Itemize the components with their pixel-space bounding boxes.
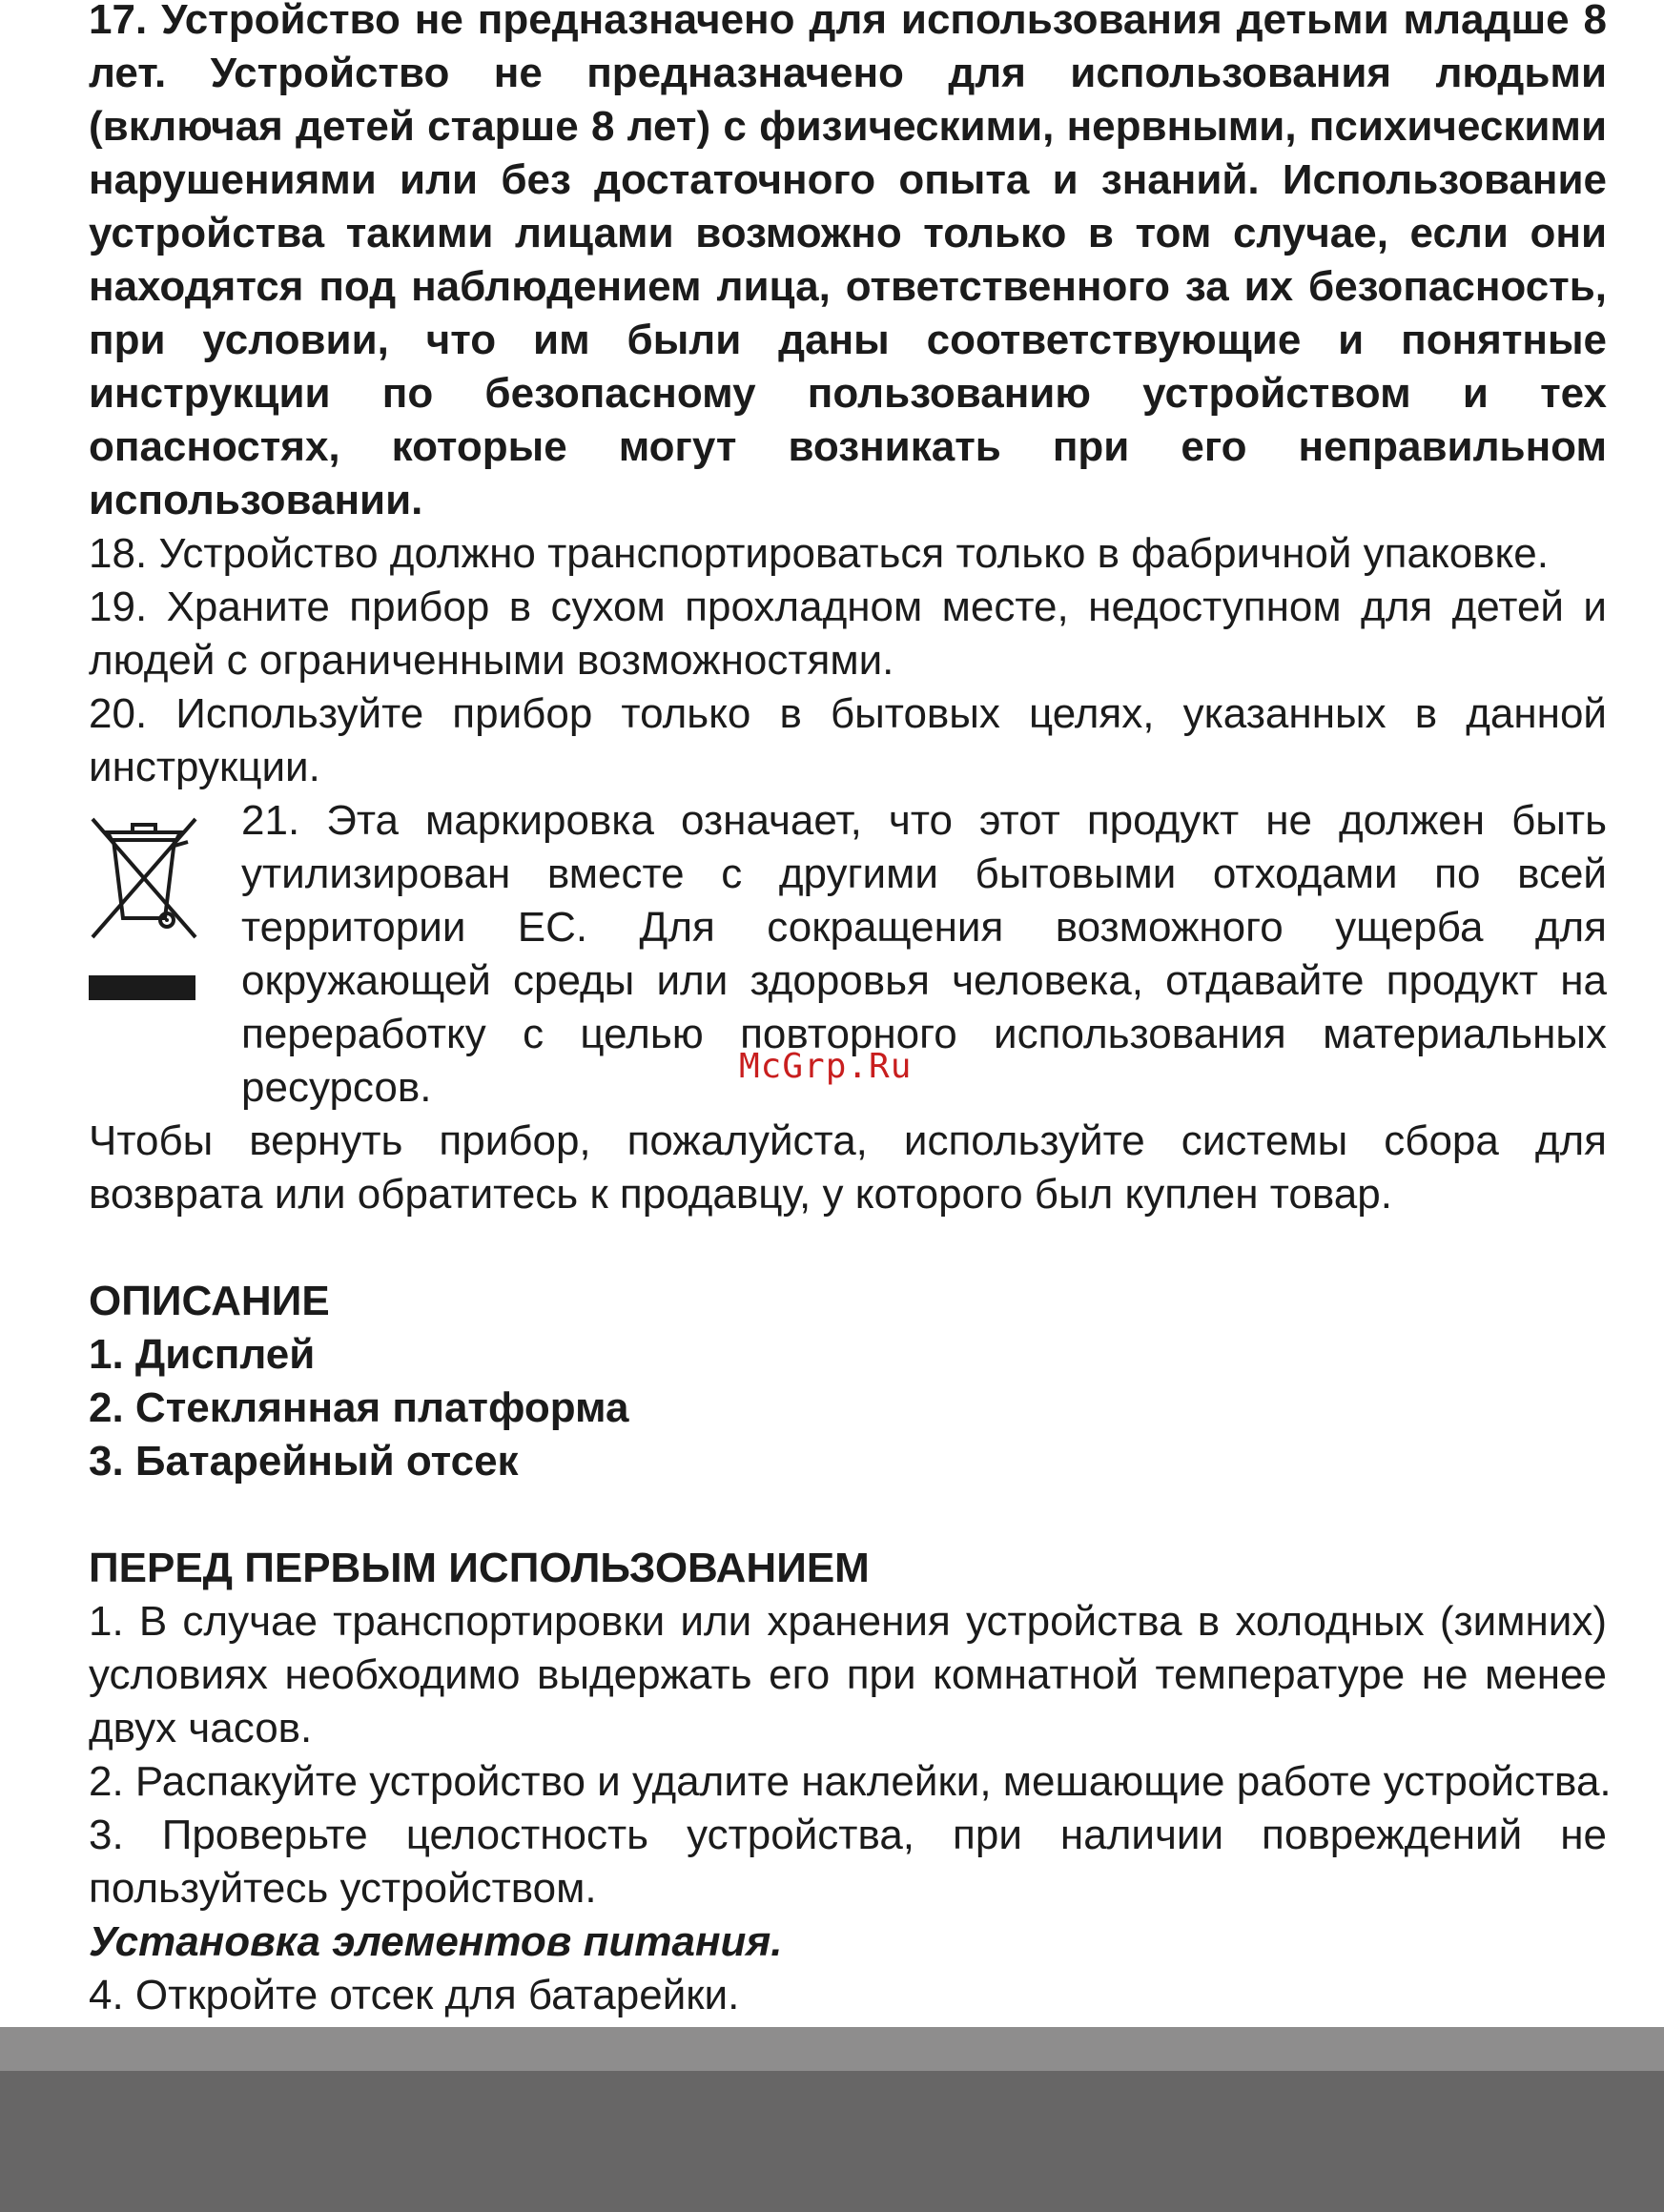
- manual-page: [89, 0, 1612, 2076]
- footer-band-light: [0, 2027, 1664, 2071]
- crossed-out-wheelie-bin-icon: [89, 811, 199, 1002]
- footer-band-dark: [0, 2071, 1664, 2212]
- safety-item-17: 17. Устройство не предназначено для использования детьми младше 8 лет. Устройство не предназначено для использования людьми (включая детей старше 8 лет) с физическими, нервными, психическими нарушениями или без достаточного опыта и знаний. Использование устройства такими лицами возможно только в том случае, если они находятся под наблюдением лица, ответственного за их безопасность, при условии, что им были даны соответствующие и понятные инструкции по безопасному пользованию устройством и тех опасностях, которые могут возникать при его неправильном использовании.: [89, 0, 1607, 523]
- safety-item-21: 21. Эта маркировка означает, что этот продукт не должен быть утилизирован вместе с другими бытовыми отходами по всей территории ЕС. Для сокращения возможного ущерба для окружающей среды или здоровья человека, отдавайте продукт на переработку с целью повторного использования материальных ресурсов.: [241, 797, 1607, 1111]
- before-use-step-2: 2. Распакуйте устройство и удалите наклейки, мешающие работе устройства.: [89, 1758, 1612, 1805]
- battery-install-subheading: Установка элементов питания.: [89, 1918, 783, 1965]
- before-use-step-4: 4. Откройте отсек для батарейки.: [89, 1972, 740, 2018]
- description-item-battery-compartment: 3. Батарейный отсек: [89, 1438, 519, 1485]
- description-item-display: 1. Дисплей: [89, 1331, 316, 1378]
- safety-item-19: 19. Храните прибор в сухом прохладном месте, недоступном для детей и людей с ограниченными возможностями.: [89, 584, 1607, 684]
- description-item-glass-platform: 2. Стеклянная платформа: [89, 1384, 629, 1431]
- return-note: Чтобы вернуть прибор, пожалуйста, используйте системы сбора для возврата или обратитесь к продавцу, у которого был куплен товар.: [89, 1117, 1607, 1218]
- before-use-heading: ПЕРЕД ПЕРВЫМ ИСПОЛЬЗОВАНИЕМ: [89, 1545, 870, 1591]
- before-use-step-1: 1. В случае транспортировки или хранения устройства в холодных (зимних) условиях необходимо выдержать его при комнатной температуре не менее двух часов.: [89, 1598, 1607, 1751]
- safety-item-20: 20. Используйте прибор только в бытовых целях, указанных в данной инструкции.: [89, 690, 1607, 790]
- before-use-step-3: 3. Проверьте целостность устройства, при наличии повреждений не пользуйтесь устройством.: [89, 1812, 1607, 1912]
- spacer: [89, 1488, 1607, 1542]
- description-heading: ОПИСАНИЕ: [89, 1278, 330, 1324]
- watermark: McGrp.Ru: [739, 1047, 913, 1086]
- spacer: [89, 1221, 1607, 1275]
- safety-item-18: 18. Устройство должно транспортироваться только в фабричной упаковке.: [89, 530, 1549, 577]
